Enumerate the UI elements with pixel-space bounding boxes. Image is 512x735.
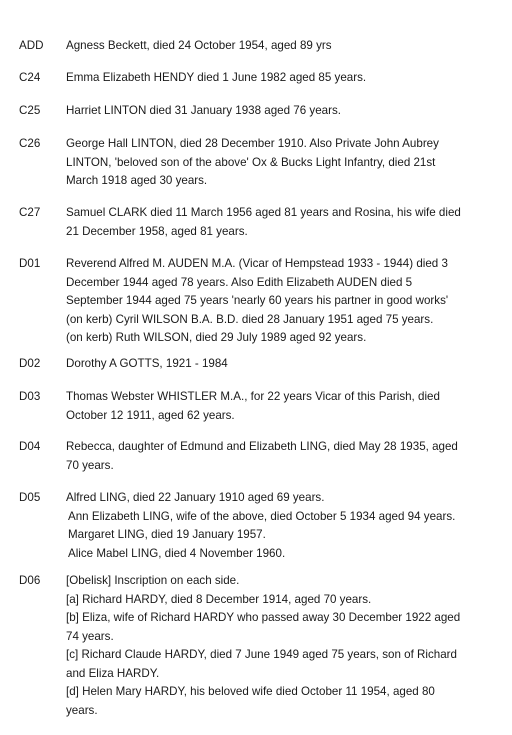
entry-line: years. [66, 703, 98, 717]
entry-line: [c] Richard Claude HARDY, died 7 June 1949 aged 75 years, son of Richard [66, 648, 457, 661]
entry-text [66, 69, 506, 88]
entry-text [66, 388, 506, 425]
entry-code: D02 [19, 357, 41, 370]
entry-line: 74 years. [66, 629, 114, 643]
entry-line: March 1918 aged 30 years. [66, 174, 208, 187]
entry-text [66, 572, 506, 720]
entry-line: Ann Elizabeth LING, wife of the above, died October 5 1934 aged 94 years. [68, 509, 456, 523]
entry-code: D03 [19, 390, 41, 403]
entry-code: C25 [19, 104, 41, 117]
entry-line: [Obelisk] Inscription on each side. [66, 574, 240, 587]
entry-line: 70 years. [66, 458, 114, 472]
entry-line: Rebecca, daughter of Edmund and Elizabeth LING, died May 28 1935, aged [66, 440, 458, 453]
entry-line: Alfred LING, died 22 January 1910 aged 69 years. [66, 491, 325, 504]
entry-text [66, 438, 506, 475]
entry-code: C26 [19, 137, 41, 150]
entry-line: George Hall LINTON, died 28 December 1910. Also Private John Aubrey [66, 137, 439, 150]
entry-line: [a] Richard HARDY, died 8 December 1914, aged 70 years. [66, 592, 372, 606]
entry-line: Agness Beckett, died 24 October 1954, aged 89 yrs [66, 39, 332, 52]
entry-line: Alice Mabel LING, died 4 November 1960. [68, 546, 286, 560]
entry-code: D06 [19, 574, 41, 587]
entry-text [66, 37, 506, 56]
entry-code: D05 [19, 491, 41, 504]
entry-code: C27 [19, 206, 41, 219]
entry-code: C24 [19, 71, 41, 84]
entry-line: December 1944 aged 78 years. Also Edith Elizabeth AUDEN died 5 [66, 275, 413, 289]
entry-line: Thomas Webster WHISTLER M.A., for 22 years Vicar of this Parish, died [66, 390, 440, 403]
entry-text [66, 355, 506, 374]
entry-code: ADD [19, 39, 44, 52]
entry-line: Emma Elizabeth HENDY died 1 June 1982 aged 85 years. [66, 71, 367, 84]
entry-line: LINTON, 'beloved son of the above' Ox & Bucks Light Infantry, died 21st [66, 155, 436, 169]
entry-text [66, 102, 506, 121]
entry-line: 21 December 1958, aged 81 years. [66, 224, 248, 238]
entry-line: (on kerb) Cyril WILSON B.A. B.D. died 28 January 1951 aged 75 years. [66, 312, 434, 326]
entry-text [66, 489, 506, 563]
entry-text [66, 255, 506, 348]
entry-line: Dorothy A GOTTS, 1921 - 1984 [66, 357, 228, 370]
entry-line: (on kerb) Ruth WILSON, died 29 July 1989 aged 92 years. [66, 331, 367, 344]
entry-line: [d] Helen Mary HARDY, his beloved wife died October 11 1954, aged 80 [66, 685, 435, 698]
entry-code: D04 [19, 440, 41, 453]
entry-line: October 12 1911, aged 62 years. [66, 408, 235, 422]
entry-code: D01 [19, 257, 41, 270]
entry-line: Margaret LING, died 19 January 1957. [68, 528, 266, 541]
entry-line: September 1944 aged 75 years 'nearly 60 years his partner in good works' [66, 294, 449, 307]
entry-line: Samuel CLARK died 11 March 1956 aged 81 years and Rosina, his wife died [66, 206, 461, 219]
entry-text [66, 204, 506, 241]
entry-line: and Eliza HARDY. [66, 666, 160, 680]
entry-text [66, 135, 506, 191]
entry-line: Reverend Alfred M. AUDEN M.A. (Vicar of Hempstead 1933 - 1944) died 3 [66, 257, 448, 270]
entry-line: Harriet LINTON died 31 January 1938 aged 76 years. [66, 104, 341, 117]
entry-line: [b] Eliza, wife of Richard HARDY who passed away 30 December 1922 aged [66, 611, 461, 624]
